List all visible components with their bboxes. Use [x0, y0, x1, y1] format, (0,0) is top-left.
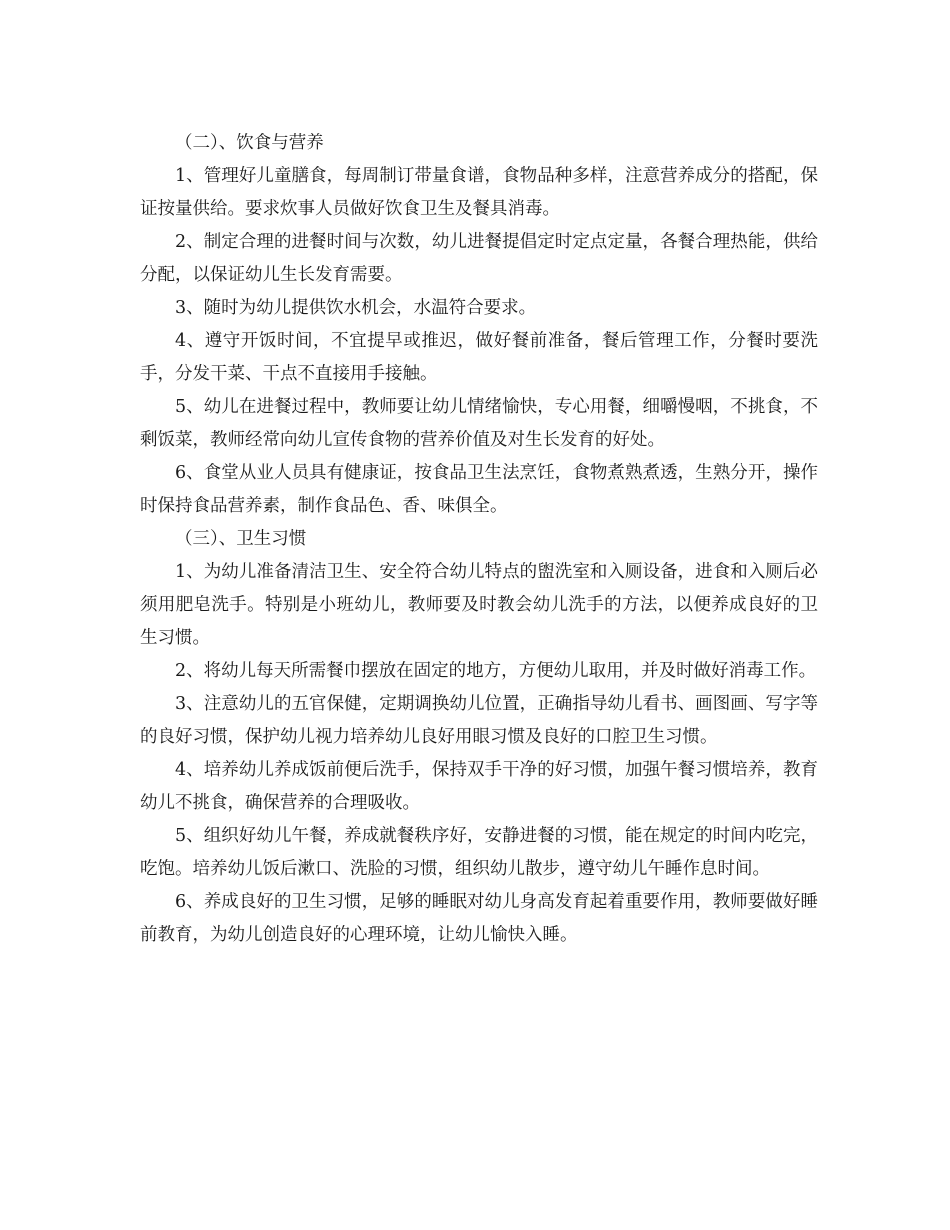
paragraph: 5、组织好幼儿午餐，养成就餐秩序好，安静进餐的习惯，能在规定的时间内吃完，吃饱。培养幼儿饭后漱口、洗脸的习惯，组织幼儿散步，遵守幼儿午睡作息时间。	[140, 826, 818, 879]
paragraph: 6、养成良好的卫生习惯，足够的睡眠对幼儿身高发育起着重要作用，教师要做好睡前教育，为幼儿创造良好的心理环境，让幼儿愉快入睡。	[140, 892, 818, 945]
paragraph: 1、管理好儿童膳食，每周制订带量食谱，食物品种多样，注意营养成分的搭配，保证按量供给。要求炊事人员做好饮食卫生及餐具消毒。	[140, 166, 818, 219]
paragraph: 2、将幼儿每天所需餐巾摆放在固定的地方，方便幼儿取用，并及时做好消毒工作。	[175, 661, 817, 681]
section-heading-hygiene: （三）、卫生习惯	[175, 529, 307, 549]
paragraph: 3、随时为幼儿提供饮水机会，水温符合要求。	[175, 298, 537, 318]
paragraph: 3、注意幼儿的五官保健，定期调换幼儿位置，正确指导幼儿看书、画图画、写字等的良好习惯，保护幼儿视力培养幼儿良好用眼习惯及良好的口腔卫生习惯。	[140, 694, 818, 747]
paragraph: 4、培养幼儿养成饭前便后洗手，保持双手干净的好习惯，加强午餐习惯培养，教育幼儿不挑食，确保营养的合理吸收。	[140, 760, 818, 813]
paragraph: 4、遵守开饭时间，不宜提早或推迟，做好餐前准备，餐后管理工作，分餐时要洗手，分发干菜、干点不直接用手接触。	[140, 331, 818, 384]
paragraph: 2、制定合理的进餐时间与次数，幼儿进餐提倡定时定点定量，各餐合理热能，供给分配，以保证幼儿生长发育需要。	[140, 232, 818, 285]
document-body	[140, 127, 818, 952]
section-heading-diet: （二）、饮食与营养	[175, 133, 324, 153]
paragraph: 5、幼儿在进餐过程中，教师要让幼儿情绪愉快，专心用餐，细嚼慢咽，不挑食，不剩饭菜，教师经常向幼儿宣传食物的营养价值及对生长发育的好处。	[140, 397, 818, 450]
paragraph: 6、食堂从业人员具有健康证，按食品卫生法烹饪，食物煮熟煮透，生熟分开，操作时保持食品营养素，制作食品色、香、味俱全。	[140, 463, 818, 516]
paragraph: 1、为幼儿准备清洁卫生、安全符合幼儿特点的盥洗室和入厕设备，进食和入厕后必须用肥皂洗手。特别是小班幼儿，教师要及时教会幼儿洗手的方法，以便养成良好的卫生习惯。	[140, 562, 818, 648]
